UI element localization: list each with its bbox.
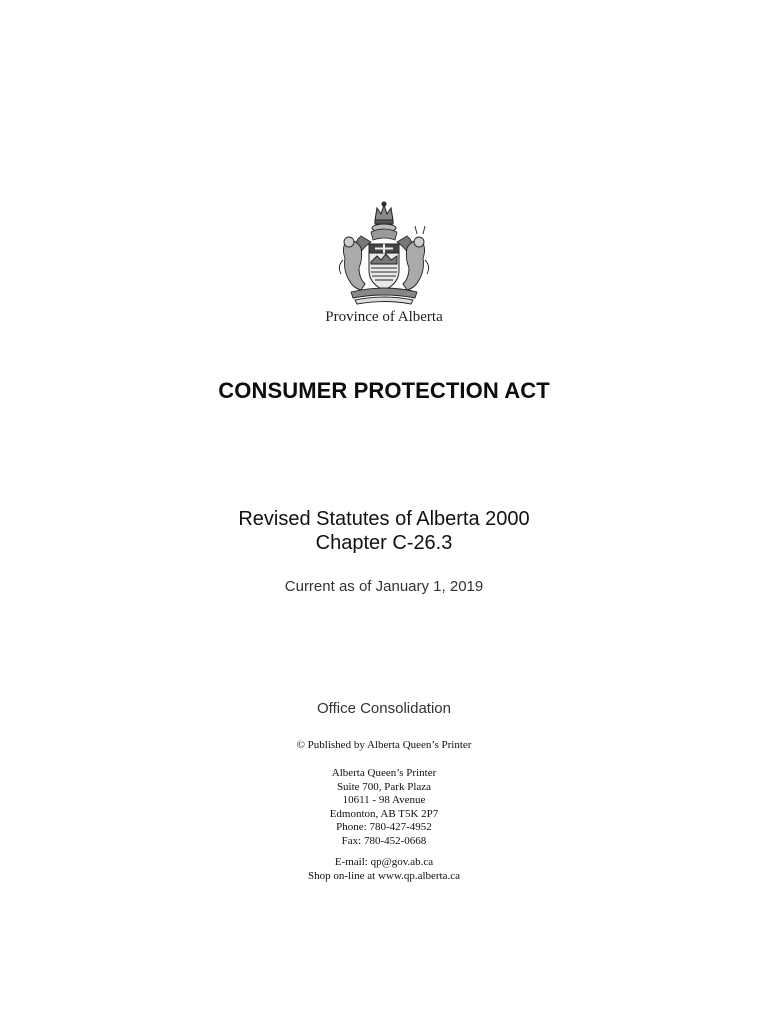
act-title: CONSUMER PROTECTION ACT: [218, 378, 550, 403]
publisher-email: E-mail: qp@gov.ab.ca: [334, 856, 434, 868]
publisher-street: 10611 - 98 Avenue: [342, 794, 426, 807]
publisher-name: Alberta Queen’s Printer: [331, 767, 437, 779]
office-consolidation-label: Office Consolidation: [317, 700, 451, 717]
published-by-line: © Published by Alberta Queen’s Printer: [296, 739, 472, 751]
publisher-contact-block: [0, 856, 768, 883]
publisher-shop-online: Shop on-line at www.qp.alberta.ca: [307, 869, 461, 882]
current-as-of-date: Current as of January 1, 2019: [284, 578, 484, 595]
publisher-phone: Phone: 780-427-4952: [336, 821, 432, 834]
publisher-city: Edmonton, AB T5K 2P7: [329, 807, 439, 820]
province-name: Province of Alberta: [325, 309, 443, 325]
alberta-coat-of-arms-icon: [331, 200, 437, 306]
chapter-line: Chapter C-26.3: [315, 532, 453, 554]
statutes-line: Revised Statutes of Alberta 2000: [238, 508, 530, 530]
publisher-suite: Suite 700, Park Plaza: [336, 780, 432, 793]
publisher-fax: Fax: 780-452-0668: [341, 834, 427, 847]
publisher-address-block: [0, 767, 768, 849]
